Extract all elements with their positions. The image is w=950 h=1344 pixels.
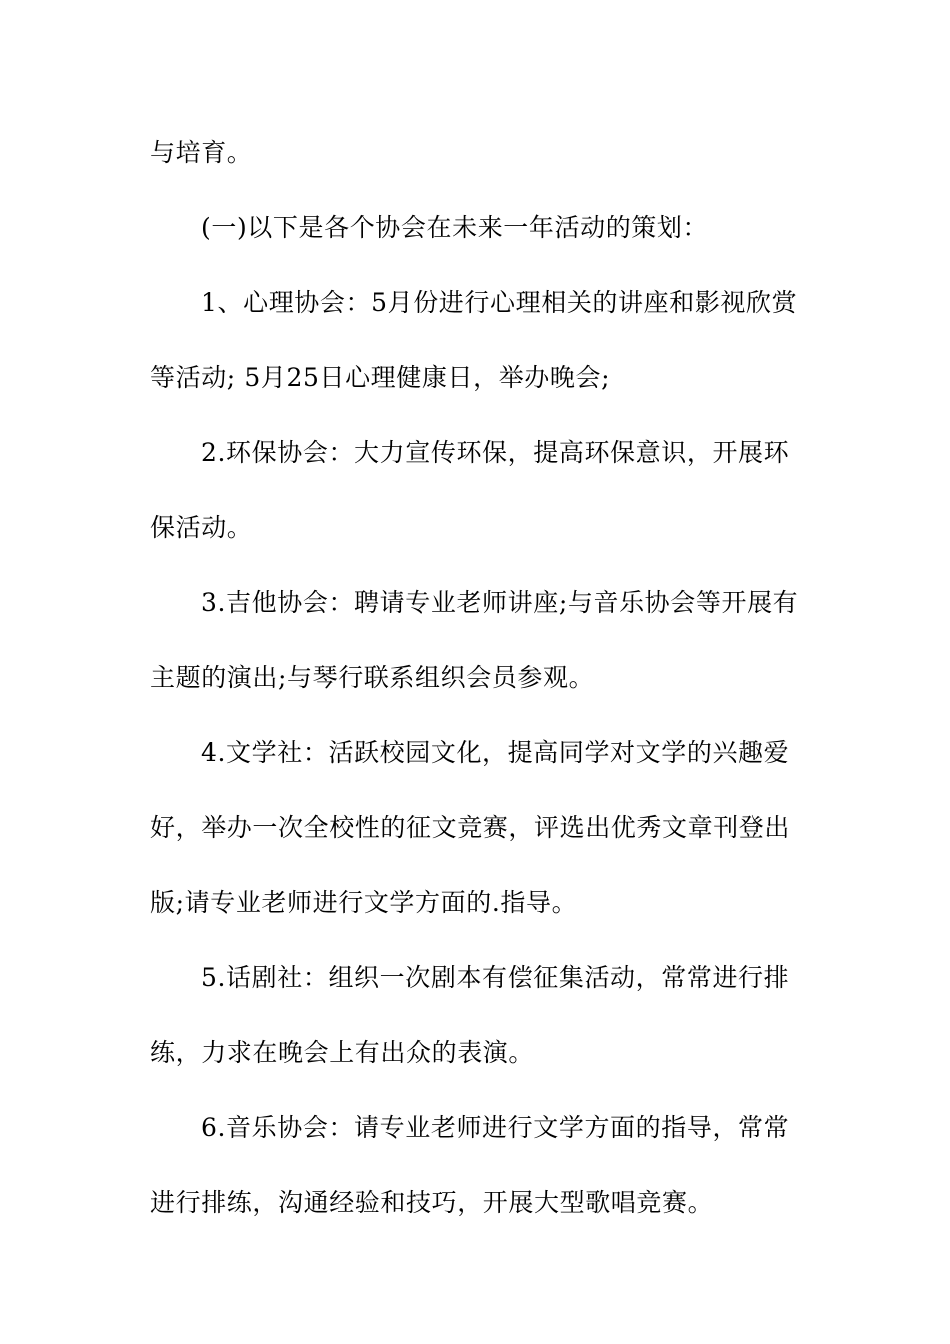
item-4-continuation-1: 好，举办一次全校性的征文竞赛，评选出优秀文章刊登出 [150, 813, 791, 842]
section-heading-activities: (一)以下是各个协会在未来一年活动的策划： [201, 213, 709, 242]
item-6-continuation: 进行排练，沟通经验和技巧，开展大型歌唱竞赛。 [150, 1188, 714, 1217]
item-3-continuation: 主题的演出;与琴行联系组织会员参观。 [150, 663, 595, 692]
item-2-continuation: 保活动。 [150, 513, 253, 542]
text-line-continuation: 与培育。 [150, 138, 253, 167]
item-4-literature-society: 4.文学社：活跃校园文化，提高同学对文学的兴趣爱 [201, 738, 790, 767]
item-6-music-association: 6.音乐协会：请专业老师进行文学方面的指导，常常 [201, 1113, 790, 1142]
item-4-continuation-2: 版;请专业老师进行文学方面的.指导。 [150, 888, 578, 917]
item-3-guitar-association: 3.吉他协会：聘请专业老师讲座;与音乐协会等开展有 [201, 588, 799, 617]
item-5-drama-society: 5.话剧社：组织一次剧本有偿征集活动，常常进行排 [201, 963, 790, 992]
item-5-continuation: 练，力求在晚会上有出众的表演。 [150, 1038, 535, 1067]
item-2-environment-association: 2.环保协会：大力宣传环保，提高环保意识，开展环 [201, 438, 790, 467]
item-1-psychology-association: 1、心理协会：5月份进行心理相关的讲座和影视欣赏 [201, 288, 798, 317]
item-1-continuation: 等活动; 5月25日心理健康日，举办晚会; [150, 363, 611, 392]
